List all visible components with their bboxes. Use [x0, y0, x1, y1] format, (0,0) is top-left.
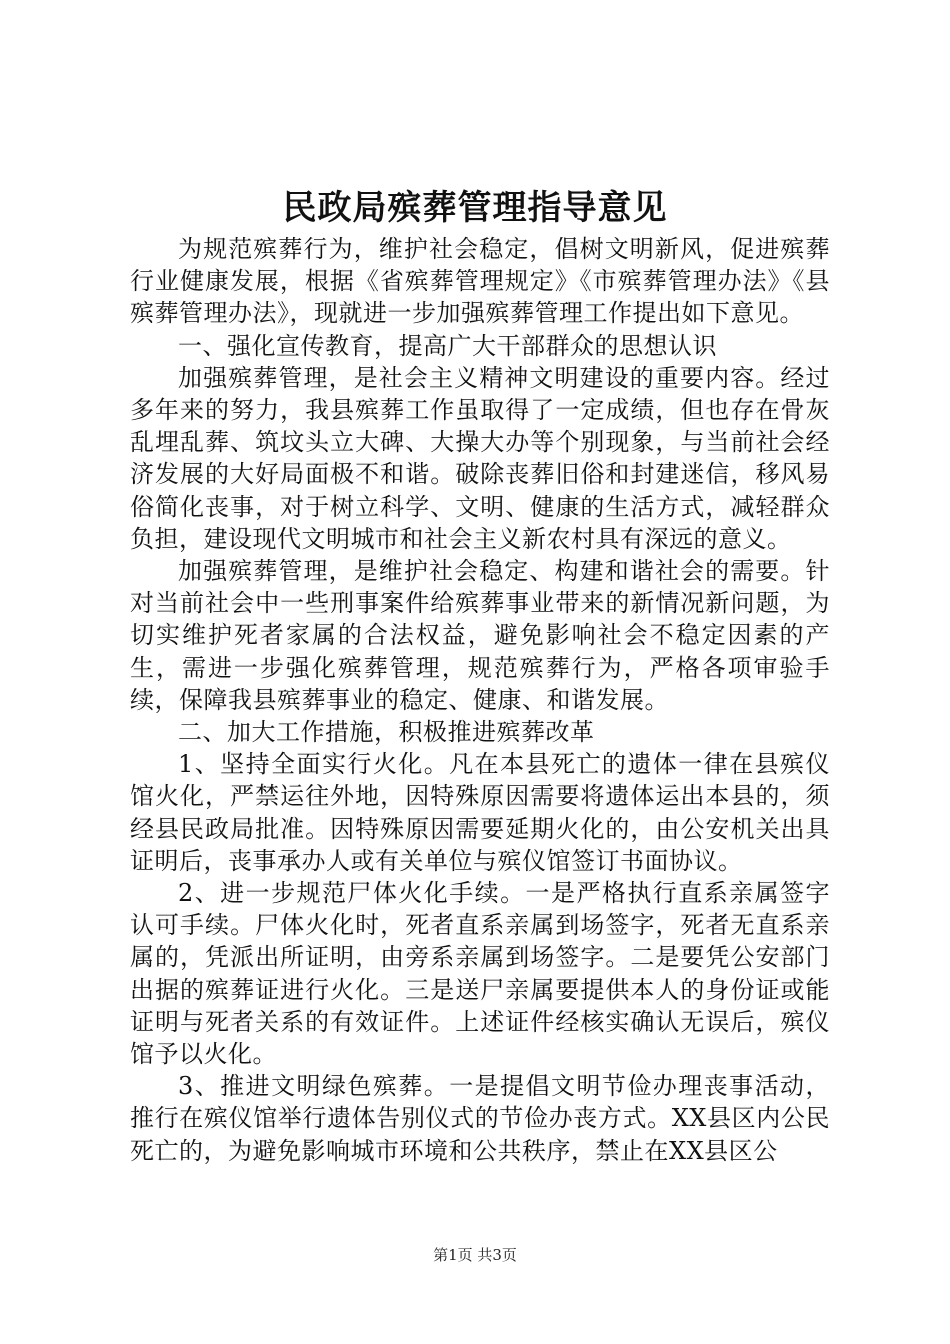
section-heading-1: 一、强化宣传教育，提高广大干部群众的思想认识	[178, 331, 717, 360]
document-title: 民政局殡葬管理指导意见	[282, 188, 668, 228]
body-paragraph: 加强殡葬管理，是维护社会稳定、构建和谐社会的需要。针对当前社会中一些刑事案件给殡葬事业带来的新情况新问题，为切实维护死者家属的合法权益，避免影响社会不稳定因素的产生，需进一步强化殡葬管理，规范殡葬行为，严格各项审验手续，保障我县殡葬事业的稳定、健康、和谐发展。	[130, 557, 830, 714]
intro-paragraph: 为规范殡葬行为，维护社会稳定，倡树文明新风，促进殡葬行业健康发展，根据《省殡葬管理规定》《市殡葬管理办法》《县殡葬管理办法》，现就进一步加强殡葬管理工作提出如下意见。	[130, 235, 830, 328]
body-paragraph: 1、坚持全面实行火化。凡在本县死亡的遗体一律在县殡仪馆火化，严禁运往外地，因特殊原因需要将遗体运出本县的，须经县民政局批准。因特殊原因需要延期火化的，由公安机关出具证明后，丧事承办人或有关单位与殡仪馆签订书面协议。	[130, 750, 830, 875]
body-paragraph: 3、推进文明绿色殡葬。一是提倡文明节俭办理丧事活动，推行在殡仪馆举行遗体告别仪式的节俭办丧方式。XX县区内公民死亡的，为避免影响城市环境和公共秩序，禁止在XX县区公	[130, 1072, 830, 1165]
section-heading-2: 二、加大工作措施，积极推进殡葬改革	[178, 718, 595, 747]
body-paragraph: 2、进一步规范尸体火化手续。一是严格执行直系亲属签字认可手续。尸体火化时，死者直系亲属到场签字，死者无直系亲属的，凭派出所证明，由旁系亲属到场签字。二是要凭公安部门出据的殡葬证进行火化。三是送尸亲属要提供本人的身份证或能证明与死者关系的有效证件。上述证件经核实确认无误后，殡仪馆予以火化。	[130, 879, 830, 1069]
document-body	[130, 233, 830, 1167]
body-paragraph: 加强殡葬管理，是社会主义精神文明建设的重要内容。经过多年来的努力，我县殡葬工作虽取得了一定成绩，但也存在骨灰乱埋乱葬、筑坟头立大碑、大操大办等个别现象，与当前社会经济发展的大好局面极不和谐。破除丧葬旧俗和封建迷信，移风易俗简化丧事，对于树立科学、文明、健康的生活方式，减轻群众负担，建设现代文明城市和社会主义新农村具有深远的意义。	[130, 363, 830, 553]
page-number-footer: 第1页 共3页	[433, 1246, 517, 1264]
